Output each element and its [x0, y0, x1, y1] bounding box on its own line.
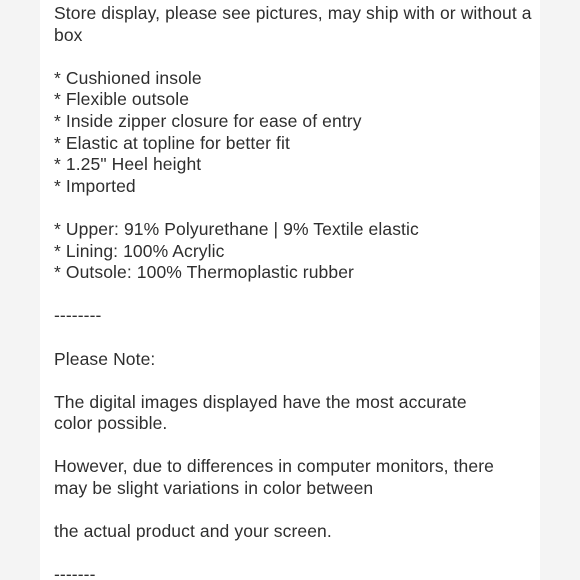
description-text — [54, 3, 534, 580]
note-paragraph: the actual product and your screen. — [54, 521, 332, 542]
feature-item: * Flexible outsole — [54, 89, 190, 110]
feature-item: * Imported — [54, 175, 136, 196]
material-item: * Lining: 100% Acrylic — [54, 240, 225, 261]
material-item: * Outsole: 100% Thermoplastic rubber — [54, 262, 354, 283]
divider-text: ------- — [54, 564, 96, 580]
divider-text: -------- — [54, 305, 102, 326]
material-item: * Upper: 91% Polyurethane | 9% Textile elastic — [54, 218, 419, 239]
feature-item: * Cushioned insole — [54, 67, 202, 88]
note-heading: Please Note: — [54, 348, 156, 369]
feature-item: * Elastic at topline for better fit — [54, 132, 290, 153]
note-paragraph: However, due to differences in computer monitors, there may be slight variations in color between — [54, 456, 494, 499]
spacer — [54, 46, 534, 68]
spacer — [54, 500, 534, 522]
feature-item: * 1.25" Heel height — [54, 154, 202, 175]
spacer — [54, 370, 534, 392]
note-paragraph: The digital images displayed have the most accurate color possible. — [54, 391, 467, 434]
spacer — [54, 284, 534, 306]
spacer — [54, 197, 534, 219]
spacer — [54, 543, 534, 565]
spacer — [54, 327, 534, 349]
spacer — [54, 435, 534, 457]
feature-item: * Inside zipper closure for ease of entry — [54, 110, 362, 131]
intro-text: Store display, please see pictures, may ship with or without a box — [54, 3, 532, 45]
